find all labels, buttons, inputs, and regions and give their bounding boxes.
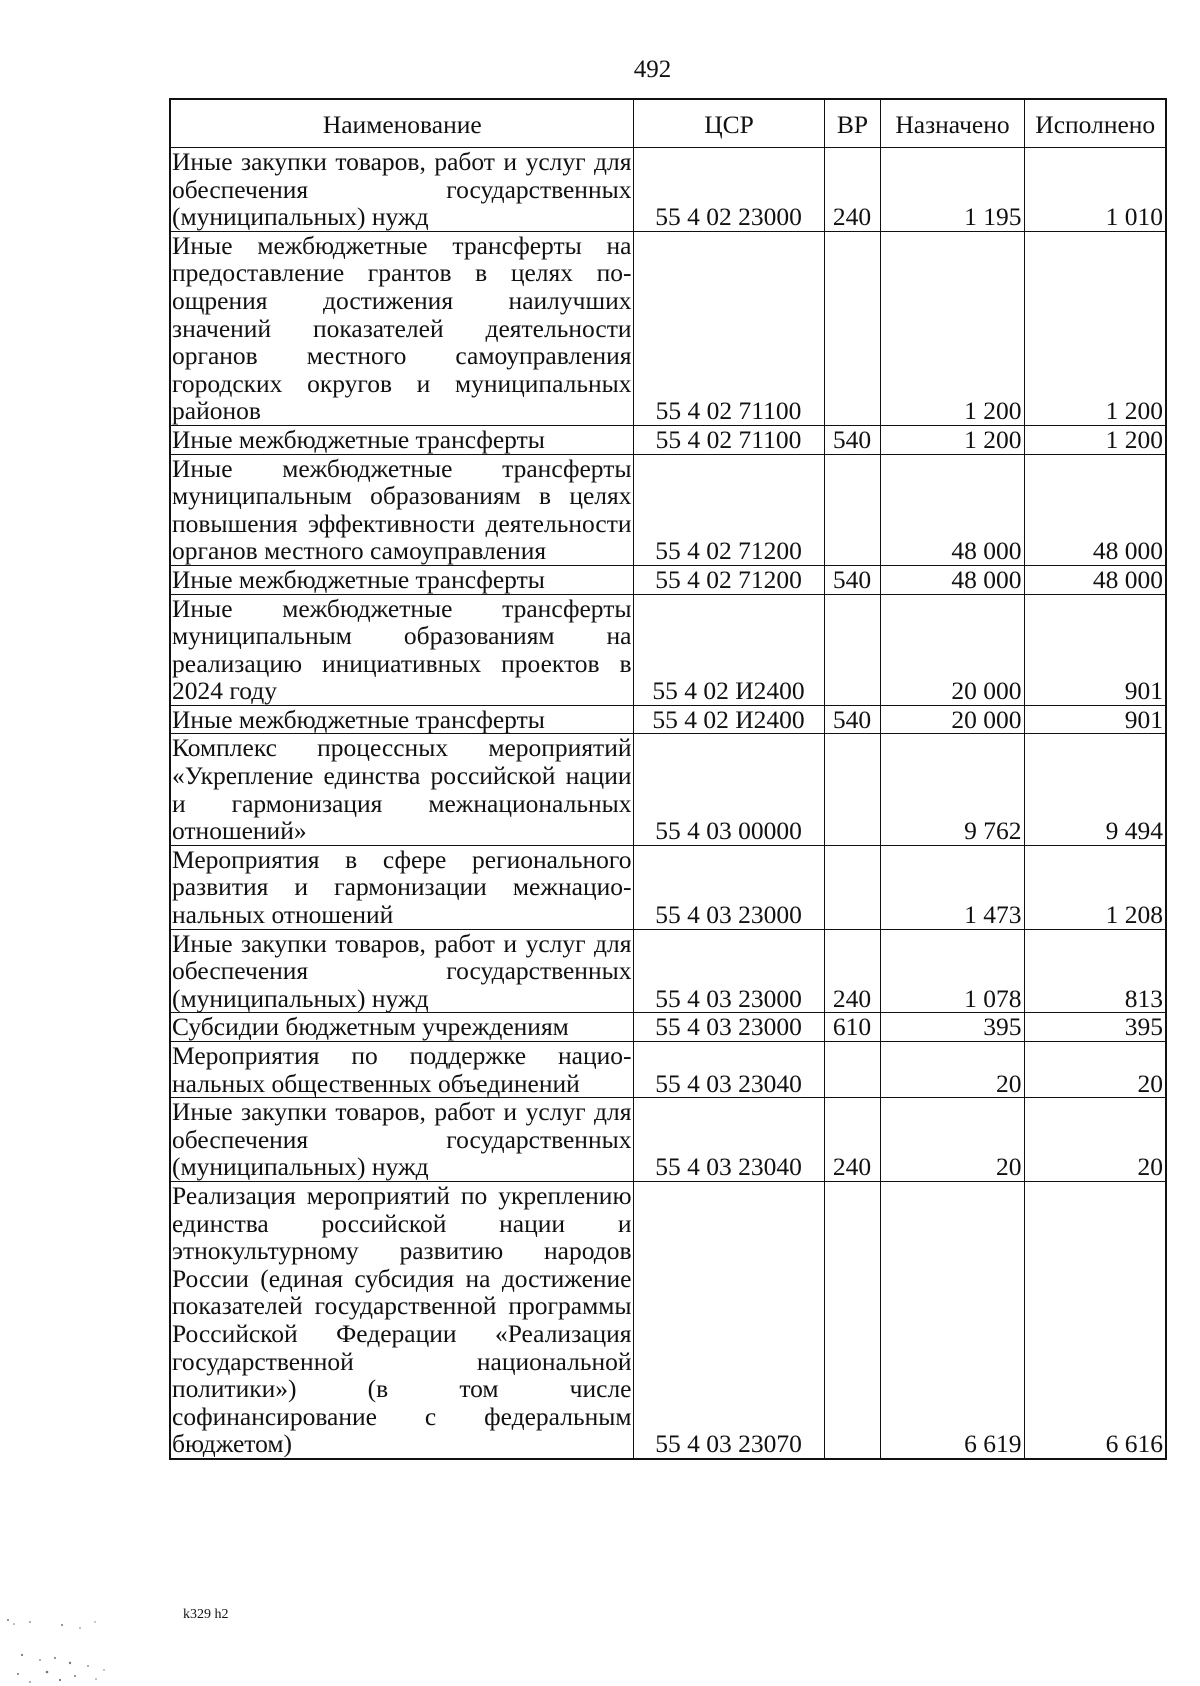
table-row [170,734,1166,845]
row-csr: 55 4 02 И2400 [633,705,824,734]
row-csr: 55 4 03 23000 [633,929,824,1013]
row-name: Субсидии бюджетным учреждениям [170,1013,633,1042]
row-vr [824,1181,880,1458]
row-assigned: 395 [880,1013,1024,1042]
row-executed: 395 [1024,1013,1166,1042]
table-row [170,565,1166,594]
table-row [170,1181,1166,1458]
row-name: Иные закупки товаров, работ и услуг для обеспечения государственных (муниципальных) нужд [172,1097,632,1182]
row-vr [824,845,880,929]
row-csr: 55 4 02 71200 [633,454,824,565]
row-assigned: 20 000 [880,594,1024,705]
row-csr: 55 4 03 23000 [633,1013,824,1042]
row-executed: 1 200 [1024,425,1166,454]
table-row [170,929,1166,1013]
table-row [170,594,1166,705]
row-vr: 610 [824,1013,880,1042]
row-csr: 55 4 03 23040 [633,1042,824,1098]
row-name: Мероприятия по поддержке национальных общественных объединений [172,1041,632,1098]
row-csr: 55 4 02 71100 [633,231,824,425]
table-row [170,148,1166,232]
row-name: Иные межбюджетные трансферты [170,705,633,734]
table-row [170,1013,1166,1042]
row-assigned: 1 078 [880,929,1024,1013]
table-row [170,705,1166,734]
row-assigned: 20 [880,1042,1024,1098]
header-vr: ВР [824,99,880,148]
row-name: Иные межбюджетные трансферты [170,425,633,454]
row-vr [824,734,880,845]
table-header-row [170,99,1166,148]
row-executed: 20 [1024,1098,1166,1182]
row-vr [824,454,880,565]
row-name: Иные межбюджетные трансферты муниципальным образованиям на реализацию инициативных проектов в 2024 году [172,594,632,706]
row-vr: 540 [824,425,880,454]
row-executed: 901 [1024,594,1166,705]
row-executed: 1 208 [1024,845,1166,929]
row-assigned: 6 619 [880,1181,1024,1458]
row-assigned: 9 762 [880,734,1024,845]
footer-code: k329 h2 [183,1607,229,1622]
row-assigned: 1 200 [880,425,1024,454]
row-vr: 240 [824,148,880,232]
row-executed: 1 200 [1024,231,1166,425]
row-vr: 540 [824,705,880,734]
row-executed: 1 010 [1024,148,1166,232]
row-assigned: 1 200 [880,231,1024,425]
row-vr [824,594,880,705]
row-executed: 901 [1024,705,1166,734]
row-csr: 55 4 02 23000 [633,148,824,232]
row-csr: 55 4 03 00000 [633,734,824,845]
header-csr: ЦСР [633,99,824,148]
row-assigned: 20 [880,1098,1024,1182]
row-vr: 240 [824,929,880,1013]
row-executed: 48 000 [1024,454,1166,565]
row-name: Реализация мероприятий по укреплению единства российской нации и этнокультурному развитию народов России (единая субсидия на достижение показателей государственной программы Российской Федерации «Реализация государственной национальной политики») (в том числе софинансирование с федеральным бюджетом) [172,1181,632,1459]
row-assigned: 48 000 [880,565,1024,594]
row-assigned: 48 000 [880,454,1024,565]
page-number: 492 [633,56,672,83]
row-assigned: 20 000 [880,705,1024,734]
row-vr [824,231,880,425]
scan-noise-specks [0,1600,120,1686]
row-assigned: 1 195 [880,148,1024,232]
table-row [170,845,1166,929]
row-vr: 240 [824,1098,880,1182]
row-executed: 9 494 [1024,734,1166,845]
row-name: Иные межбюджетные трансферты на предоставление грантов в целях поощрения достижения наилучших значений показателей деятельности органов местного самоуправления городских округов и муниципальных районов [172,231,632,426]
row-name: Иные межбюджетные трансферты [170,565,633,594]
row-name: Иные закупки товаров, работ и услуг для обеспечения государственных (муниципальных) нужд [172,147,632,232]
table-row [170,1098,1166,1182]
header-assigned: Назначено [880,99,1024,148]
row-csr: 55 4 02 71100 [633,425,824,454]
row-csr: 55 4 02 71200 [633,565,824,594]
row-assigned: 1 473 [880,845,1024,929]
row-executed: 6 616 [1024,1181,1166,1458]
header-executed: Исполнено [1024,99,1166,148]
row-csr: 55 4 03 23040 [633,1098,824,1182]
row-name: Мероприятия в сфере регионального развития и гармонизации межнациональных отношений [172,845,632,930]
row-name: Иные межбюджетные трансферты муниципальным образованиям в целях повышения эффективности деятельности органов местного самоуправления [172,454,632,566]
table-row [170,1042,1166,1098]
header-name: Наименование [170,99,633,148]
budget-table [169,98,1167,1460]
table-row [170,231,1166,425]
row-executed: 48 000 [1024,565,1166,594]
table-row [170,454,1166,565]
row-vr: 540 [824,565,880,594]
row-csr: 55 4 02 И2400 [633,594,824,705]
row-csr: 55 4 03 23000 [633,845,824,929]
table-row [170,425,1166,454]
row-name: Комплекс процессных мероприятий «Укрепление единства российской нации и гармонизация межнациональных отношений» [172,733,632,846]
row-executed: 813 [1024,929,1166,1013]
row-executed: 20 [1024,1042,1166,1098]
row-vr [824,1042,880,1098]
row-csr: 55 4 03 23070 [633,1181,824,1458]
row-name: Иные закупки товаров, работ и услуг для обеспечения государственных (муниципальных) нужд [172,929,632,1013]
